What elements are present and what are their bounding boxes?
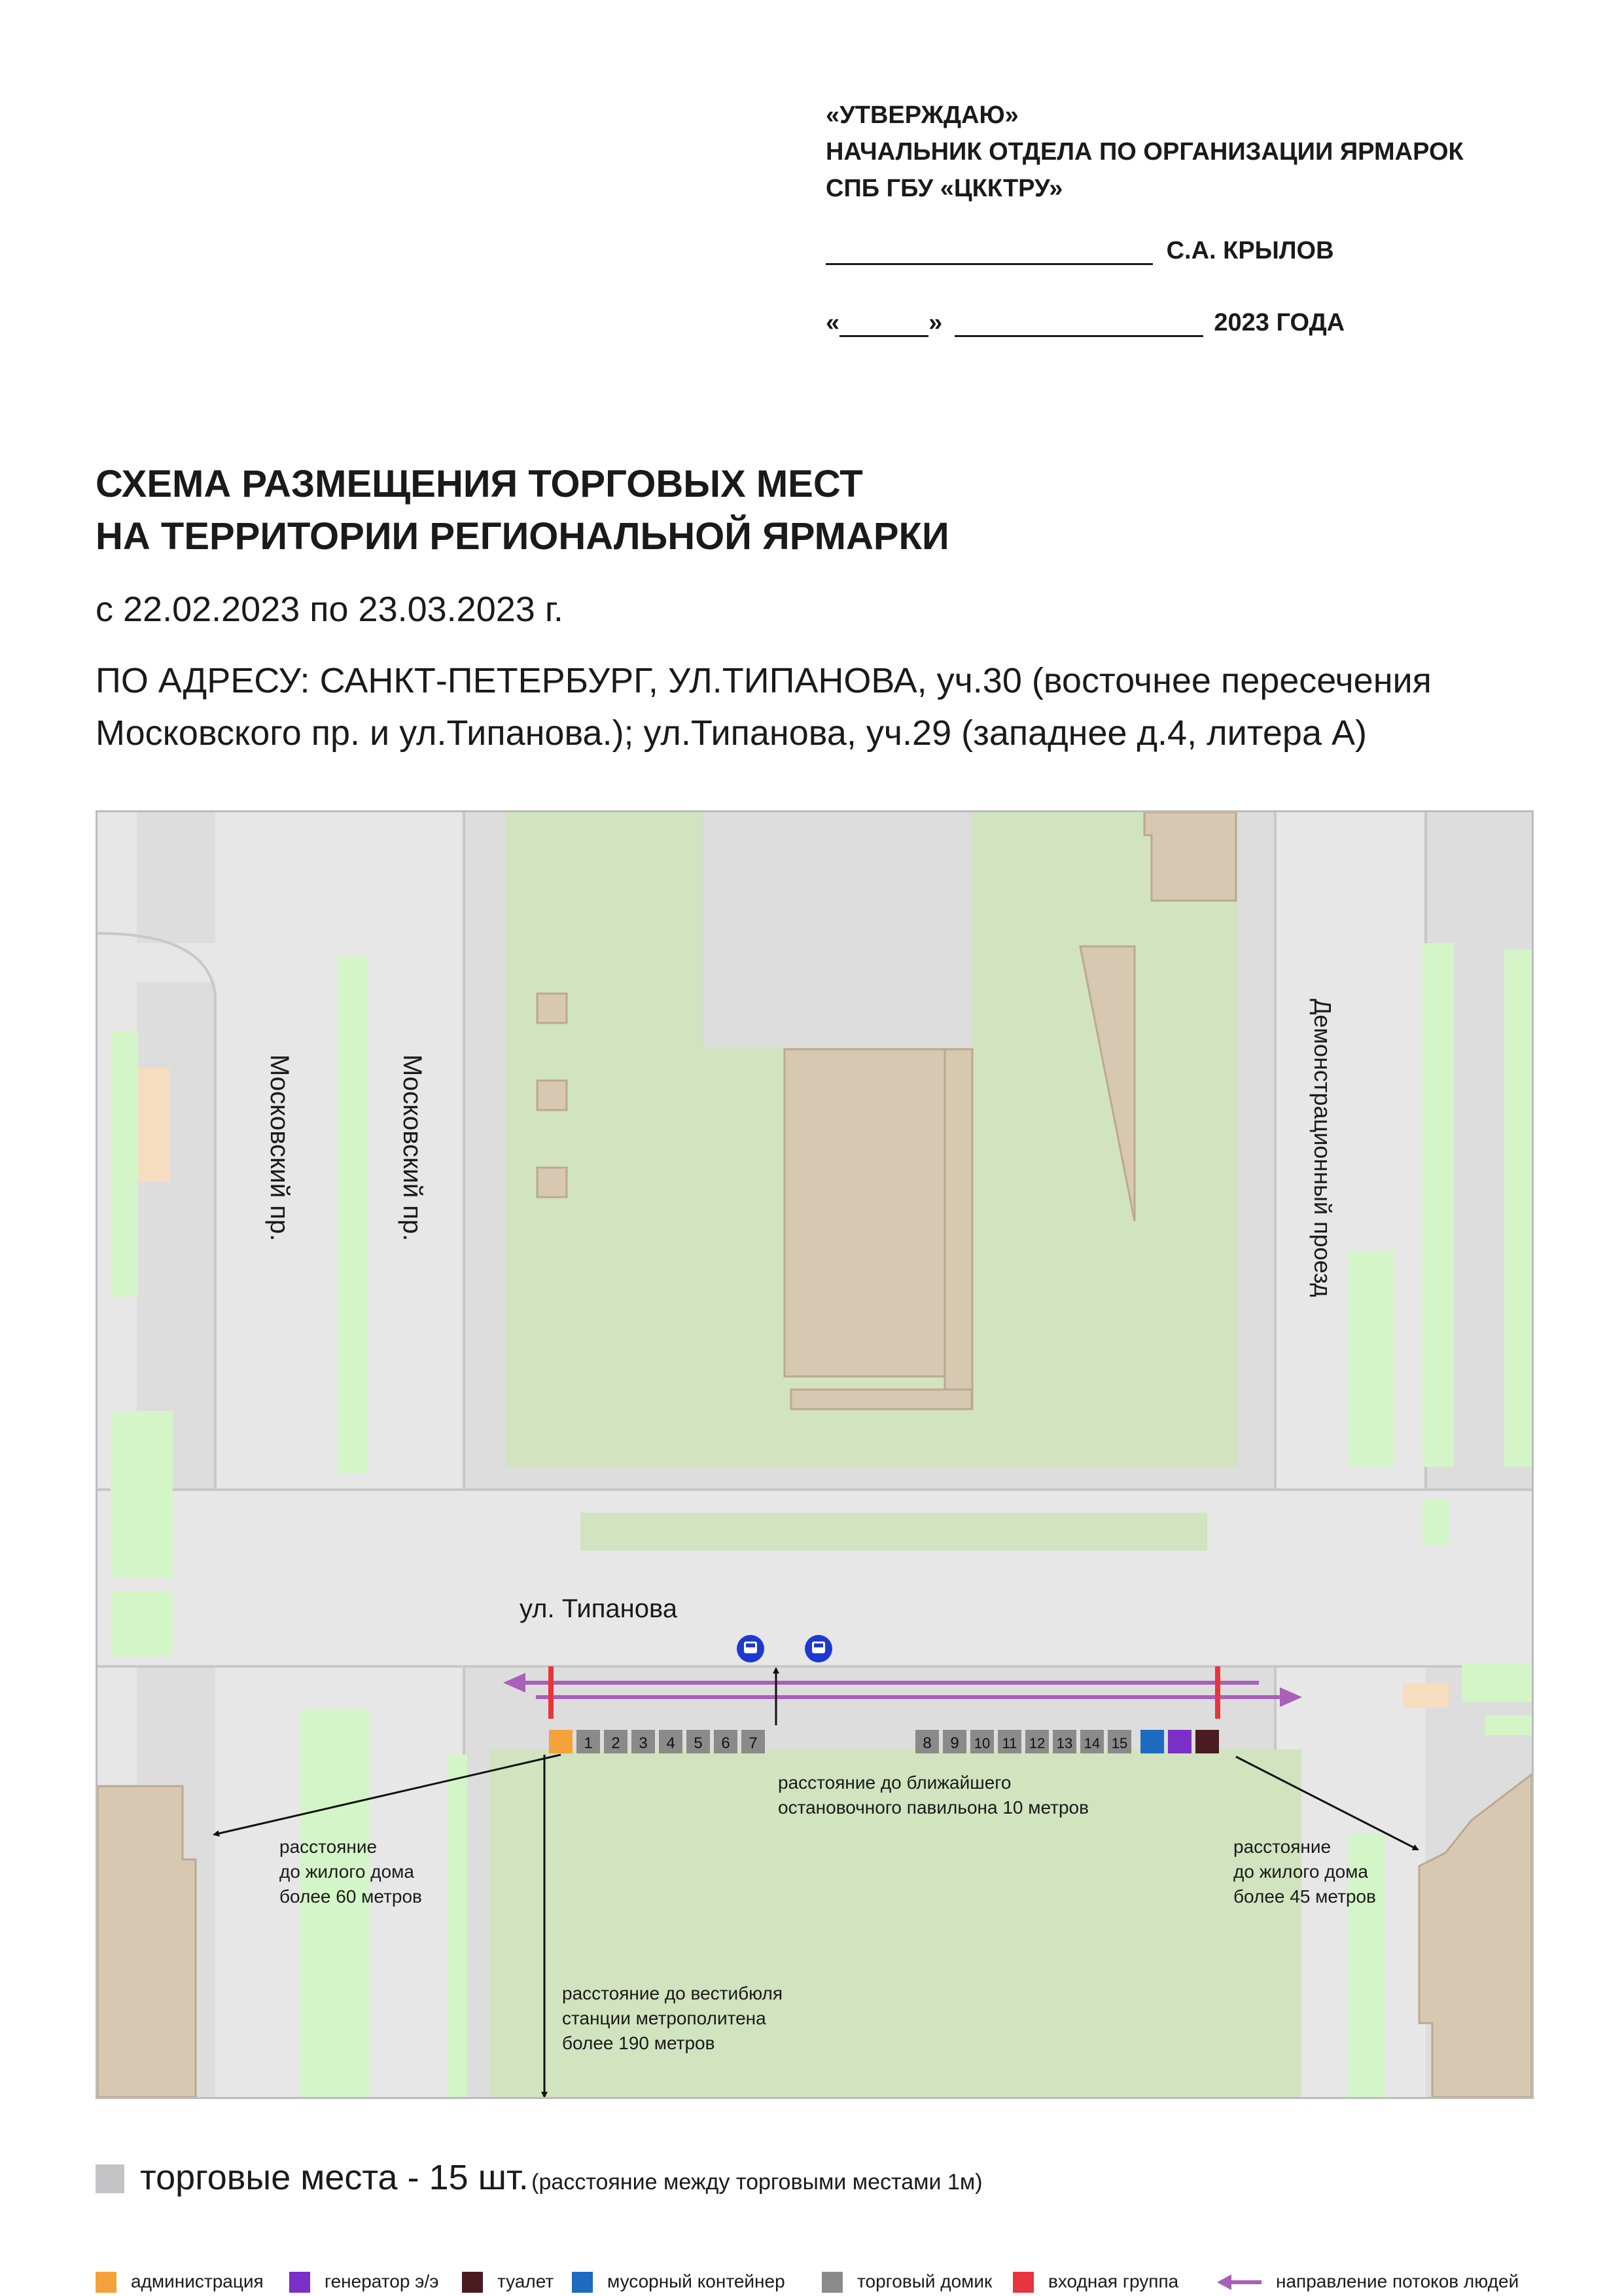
note-metro-2: станции метрополитена (562, 2008, 766, 2028)
legend-swatch (96, 2272, 116, 2293)
legend-item-administration (96, 2271, 264, 2293)
small-building-west (137, 1067, 169, 1182)
approval-heading: «УТВЕРЖДАЮ» (826, 101, 1019, 129)
parking-lot (703, 812, 971, 1048)
stall-number: 7 (749, 1734, 758, 1752)
legend-item-entrance (1013, 2271, 1178, 2293)
signature-line (826, 237, 1334, 265)
stall-number: 11 (1002, 1735, 1017, 1751)
legend-stalls-note: (расстояние между торговыми местами 1м) (531, 2170, 983, 2195)
date-line (826, 309, 1345, 337)
legend-stalls-label: торговые места - 15 шт. (140, 2158, 529, 2197)
document-title (96, 458, 949, 563)
legend-label: входная группа (1048, 2271, 1179, 2291)
legend-label: мусорный контейнер (607, 2271, 785, 2291)
lawn-strip (580, 1513, 1207, 1551)
bus-stop-icon (805, 1635, 832, 1662)
title-line-1: СХЕМА РАЗМЕЩЕНИЯ ТОРГОВЫХ МЕСТ (96, 463, 863, 505)
legend-label: генератор э/э (325, 2271, 439, 2291)
legend-item-toilet (462, 2271, 554, 2293)
address (96, 655, 1568, 759)
stall-number: 3 (639, 1734, 648, 1752)
note-metro-3: более 190 метров (562, 2033, 715, 2053)
legend-item-stall (822, 2271, 992, 2293)
toilet-unit (1195, 1730, 1219, 1753)
stall-number: 4 (666, 1734, 675, 1752)
stall-number: 5 (694, 1734, 703, 1752)
flow-arrow-icon (1217, 2272, 1264, 2293)
waste-container-unit (1140, 1730, 1164, 1753)
signer-name: С.А. КРЫЛОВ (1166, 237, 1334, 264)
bus-stop-icon (737, 1635, 764, 1662)
street-label-moskovsky-2: Московский пр. (398, 1054, 427, 1242)
legend-label: торговый домик (857, 2271, 993, 2291)
address-line-1: ПО АДРЕСУ: САНКТ-ПЕТЕРБУРГ, УЛ.ТИПАНОВА, уч.30 (восточнее пересечения (96, 661, 1432, 700)
note-left-3: более 60 метров (279, 1886, 422, 1907)
site-map-drawing (97, 812, 1532, 2097)
stall-number: 15 (1111, 1735, 1128, 1751)
stall-number: 6 (721, 1734, 730, 1752)
legend-swatch (462, 2272, 483, 2293)
note-stop-1: расстояние до ближайшего (778, 1772, 1012, 1793)
stall-number: 8 (923, 1734, 932, 1752)
quote-close: » (928, 309, 943, 336)
title-line-2: НА ТЕРРИТОРИИ РЕГИОНАЛЬНОЙ ЯРМАРКИ (96, 515, 949, 558)
legend-label: администрация (131, 2271, 264, 2291)
note-right-2: до жилого дома (1233, 1861, 1368, 1882)
legend-item-waste (572, 2271, 785, 2293)
legend-swatch (822, 2272, 843, 2293)
note-right-1: расстояние (1233, 1837, 1332, 1857)
legend-swatch (572, 2272, 593, 2293)
legend-swatch (289, 2272, 310, 2293)
approval-position: НАЧАЛЬНИК ОТДЕЛА ПО ОРГАНИЗАЦИИ ЯРМАРОК (826, 138, 1464, 166)
street-label-moskovsky-1: Московский пр. (265, 1054, 294, 1242)
generator-unit (1168, 1730, 1192, 1753)
address-line-2: Московского пр. и ул.Типанова.); ул.Типанова, уч.29 (западнее д.4, литера А) (96, 713, 1367, 753)
note-metro-1: расстояние до вестибюля (562, 1983, 783, 2003)
day-blank (839, 313, 928, 337)
kiosk-east (1403, 1683, 1449, 1708)
stalls-left (576, 1730, 765, 1753)
approval-block (826, 97, 1464, 207)
note-left-2: до жилого дома (279, 1861, 414, 1882)
stall-number: 2 (611, 1734, 620, 1752)
date-range: с 22.02.2023 по 23.03.2023 г. (96, 590, 563, 629)
stall-number: 13 (1056, 1735, 1073, 1751)
street-label-tipanova: ул. Типанова (520, 1594, 677, 1623)
administration-unit (549, 1730, 573, 1753)
stall-number: 9 (950, 1734, 959, 1752)
month-blank (955, 313, 1203, 337)
quote-open: « (826, 309, 840, 336)
approval-organization: СПБ ГБУ «ЦККТРУ» (826, 175, 1063, 202)
site-map (96, 810, 1534, 2099)
legend-swatch (1013, 2272, 1034, 2293)
stall-number: 10 (974, 1735, 991, 1751)
note-left-1: расстояние (279, 1837, 378, 1857)
year-label: 2023 ГОДА (1214, 309, 1345, 336)
street-label-demonstr: Демонстрационный проезд (1309, 999, 1336, 1297)
stall-swatch (96, 2164, 124, 2193)
legend-stalls (96, 2157, 983, 2198)
stall-number: 14 (1084, 1735, 1101, 1751)
stall-number: 1 (584, 1734, 593, 1752)
legend-label: туалет (497, 2271, 554, 2291)
signature-blank (826, 241, 1153, 265)
legend-item-flow (1217, 2271, 1519, 2293)
legend-item-generator (289, 2271, 439, 2293)
legend-label: направление потоков людей (1276, 2271, 1519, 2291)
stall-number: 12 (1029, 1735, 1046, 1751)
note-stop-2: остановочного павильона 10 метров (778, 1797, 1089, 1818)
note-right-3: более 45 метров (1233, 1886, 1376, 1907)
